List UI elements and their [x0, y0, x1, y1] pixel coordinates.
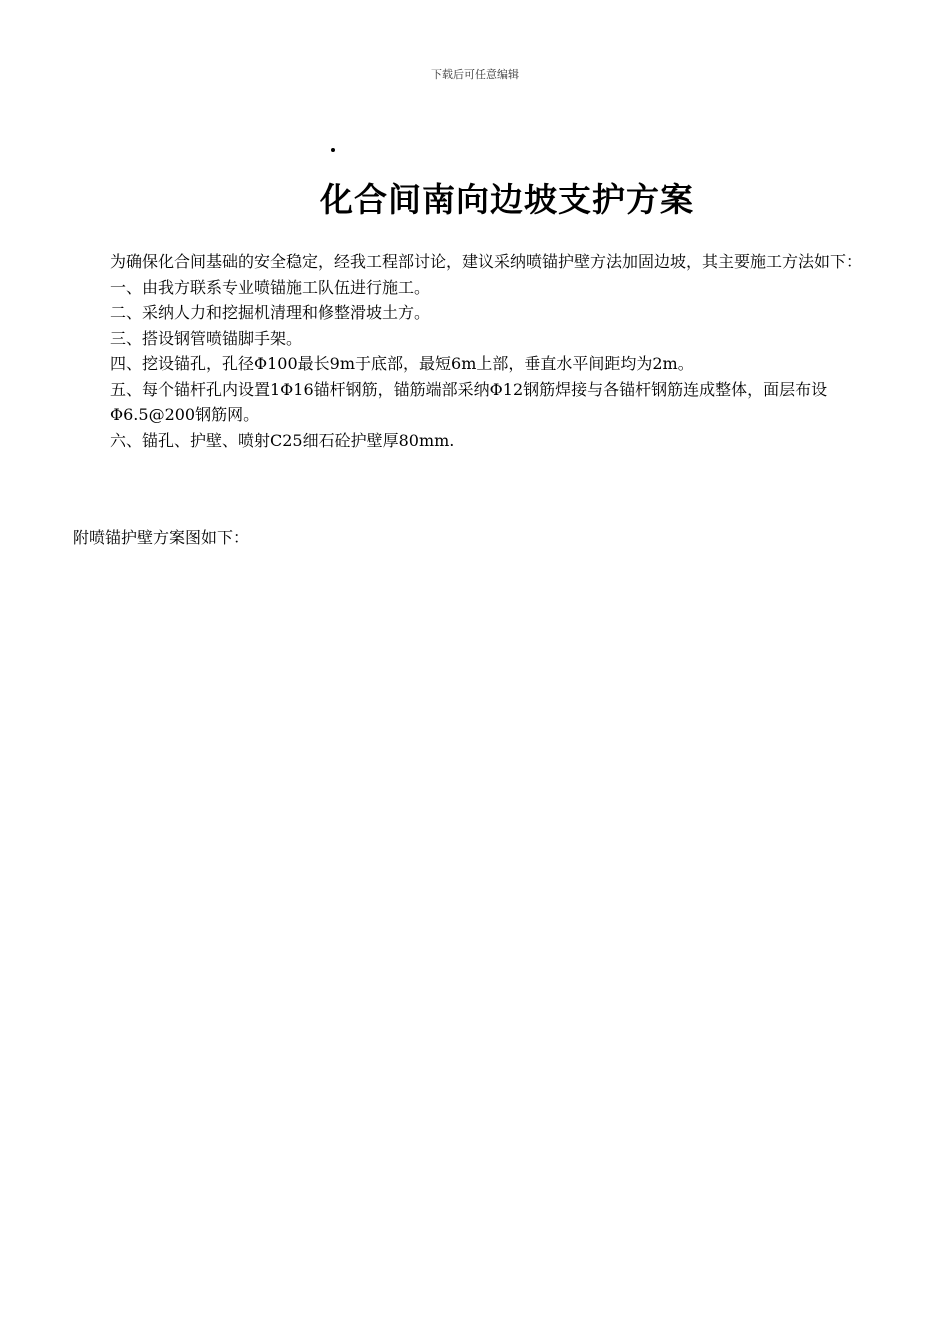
document-body	[73, 249, 885, 453]
step-item: 六、锚孔、护壁、喷射C25细石砼护壁厚80mm.	[110, 430, 455, 450]
step-item: 三、搭设钢管喷锚脚手架。	[110, 328, 303, 348]
step-item: 二、采纳人力和挖掘机清理和修整滑坡土方。	[110, 303, 431, 322]
step-item: 五、每个锚杆孔内设置1Φ16锚杆钢筋，锚筋端部采纳Φ12钢筋焊接与各锚杆钢筋连成整体，面层布设Φ6.5@200钢筋网。	[110, 379, 828, 424]
steps-list	[73, 275, 885, 454]
step-item: 一、由我方联系专业喷锚施工队伍进行施工。	[110, 277, 431, 297]
header-note: 下载后可任意编辑	[431, 68, 519, 81]
bullet-dot	[331, 148, 335, 152]
step-item: 四、挖设锚孔，孔径Φ100最长9m于底部，最短6m上部，垂直水平间距均为2m。	[110, 354, 694, 373]
document-title: 化合间南向边坡支护方案	[320, 180, 694, 219]
appendix-line: 附喷锚护壁方案图如下：	[73, 528, 250, 547]
intro-paragraph: 为确保化合间基础的安全稳定，经我工程部讨论，建议采纳喷锚护壁方法加固边坡，其主要施工方法如下：	[110, 252, 863, 271]
